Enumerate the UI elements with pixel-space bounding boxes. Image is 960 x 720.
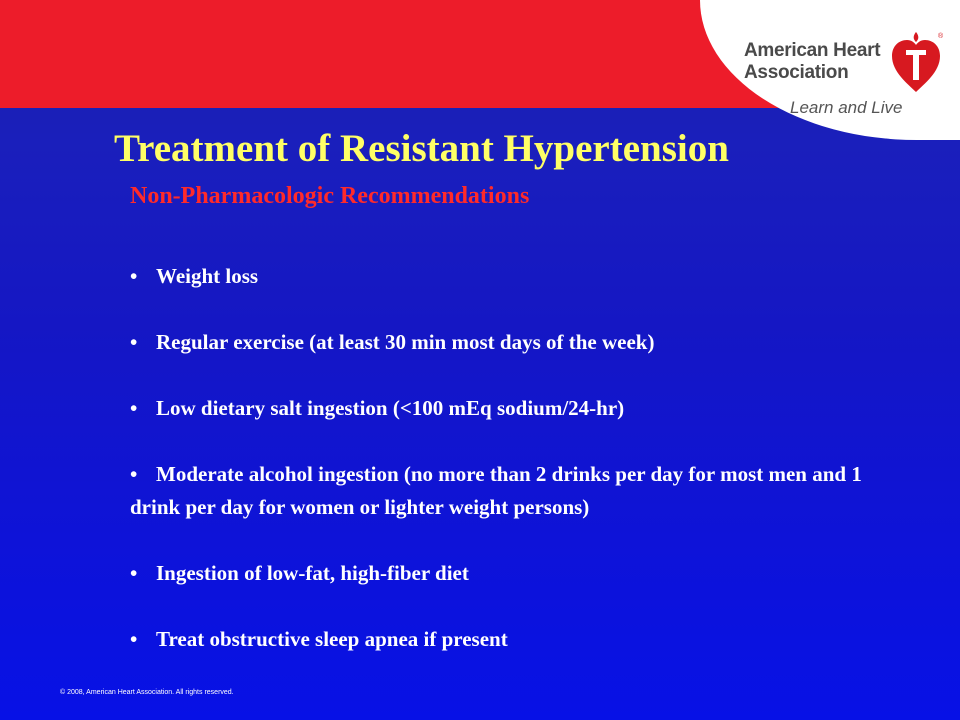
logo-tagline: Learn and Live <box>790 98 903 117</box>
copyright-notice: © 2008, American Heart Association. All rights reserved. <box>60 689 234 696</box>
bullet-dot: • <box>130 561 138 585</box>
bullet-text: Regular exercise (at least 30 min most days of the week) <box>156 330 655 354</box>
logo-line-2: Association <box>744 62 849 83</box>
bullet-item <box>130 557 890 590</box>
logo-wordmark <box>744 40 894 84</box>
slide-subtitle: Non-Pharmacologic Recommendations <box>130 183 530 209</box>
bullet-text: Treat obstructive sleep apnea if present <box>156 627 508 651</box>
bullet-item <box>130 458 890 524</box>
slide-title: Treatment of Resistant Hypertension <box>114 127 729 170</box>
bullet-dot: • <box>130 330 138 354</box>
bullet-dot: • <box>130 462 138 486</box>
bullet-dot: • <box>130 627 138 651</box>
bullet-text: Moderate alcohol ingestion (no more than 2 drinks per day for most men and 1 drink per day for women or lighter weight persons) <box>130 462 862 519</box>
logo-line-1: American Heart <box>744 40 881 61</box>
bullet-list <box>130 260 890 689</box>
bullet-text: Ingestion of low-fat, high-fiber diet <box>156 561 469 585</box>
bullet-dot: • <box>130 396 138 420</box>
bullet-text: Low dietary salt ingestion (<100 mEq sodium/24-hr) <box>156 396 625 420</box>
bullet-text: Weight loss <box>156 264 259 288</box>
bullet-item <box>130 260 890 293</box>
bullet-item <box>130 623 890 656</box>
registered-mark: ® <box>938 33 944 40</box>
heart-torch-logo-icon <box>888 30 944 96</box>
bullet-dot: • <box>130 264 138 288</box>
bullet-item <box>130 392 890 425</box>
bullet-item <box>130 326 890 359</box>
